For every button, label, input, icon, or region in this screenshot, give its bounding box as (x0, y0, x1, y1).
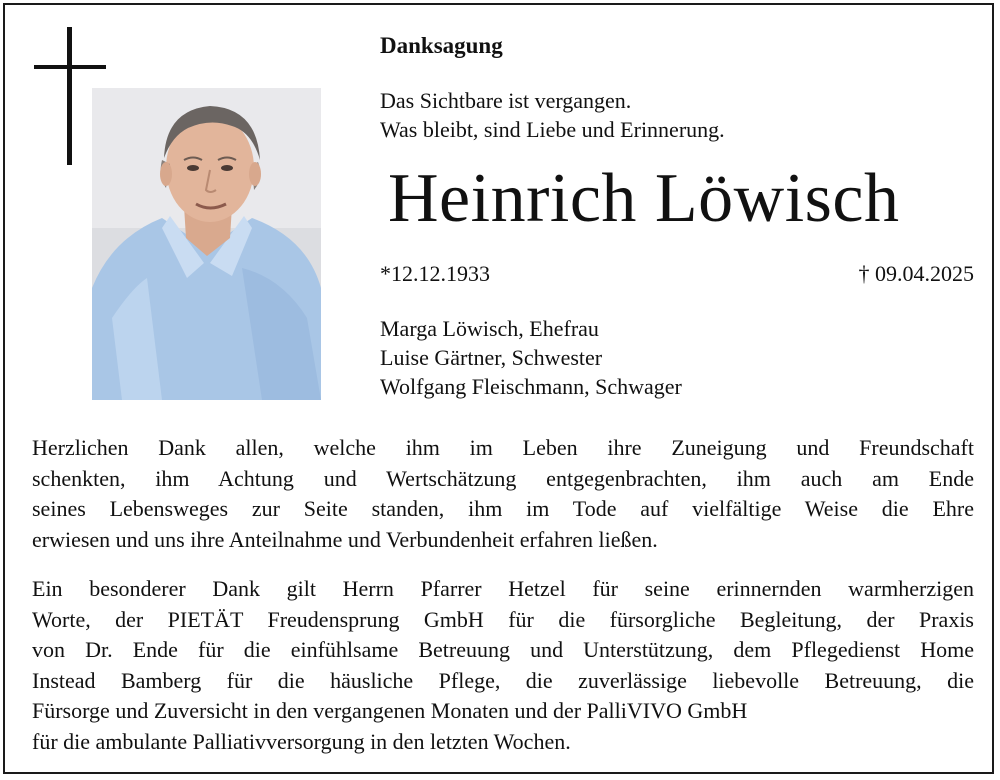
paragraph-line: Instead Bamberg für die häusliche Pflege, die zuverlässige liebevolle Betreuung, die (32, 667, 974, 693)
paragraph-line: erwiesen und uns ihre Anteilnahme und Verbundenheit erfahren ließen. (32, 526, 658, 552)
mourner: Wolfgang Fleischmann, Schwager (380, 374, 682, 399)
obituary-card (3, 3, 994, 774)
mourner: Marga Löwisch, Ehefrau (380, 316, 599, 341)
paragraph-line: Fürsorge und Zuversicht in den vergangenen Monaten und der PalliVIVO GmbH (32, 698, 748, 723)
quote-line: Was bleibt, sind Liebe und Erinnerung. (380, 117, 725, 142)
deceased-name: Heinrich Löwisch (388, 160, 900, 237)
thanks-paragraph-1 (32, 433, 974, 555)
paragraph-line: von Dr. Ende für die einfühlsame Betreuung und Unterstützung, dem Pflegedienst Home (32, 637, 974, 662)
quote (380, 86, 725, 144)
quote-line: Das Sichtbare ist vergangen. (380, 88, 632, 113)
mourner: Luise Gärtner, Schwester (380, 345, 603, 370)
paragraph-line: für die ambulante Palliativversorgung in den letzten Wochen. (32, 728, 571, 754)
heading: Danksagung (380, 33, 503, 58)
thanks-paragraph-2 (32, 574, 974, 757)
paragraph-line: schenkten, ihm Achtung und Wertschätzung entgegenbrachten, ihm auch am Ende (32, 465, 974, 491)
death-date: † 09.04.2025 (858, 261, 974, 286)
paragraph-line: Ein besonderer Dank gilt Herrn Pfarrer Hetzel für seine erinnernden warmherzigen (32, 576, 974, 601)
paragraph-line: seines Lebensweges zur Seite standen, ihm im Tode auf vielfältige Weise die Ehre (32, 496, 974, 521)
mourners-list (380, 314, 682, 401)
birth-date: *12.12.1933 (380, 261, 490, 286)
paragraph-line: Worte, der PIETÄT Freudensprung GmbH für die fürsorgliche Begleitung, der Praxis (32, 606, 974, 632)
portrait-photo (92, 88, 321, 400)
paragraph-line: Herzlichen Dank allen, welche ihm im Leben ihre Zuneigung und Freundschaft (32, 435, 974, 460)
